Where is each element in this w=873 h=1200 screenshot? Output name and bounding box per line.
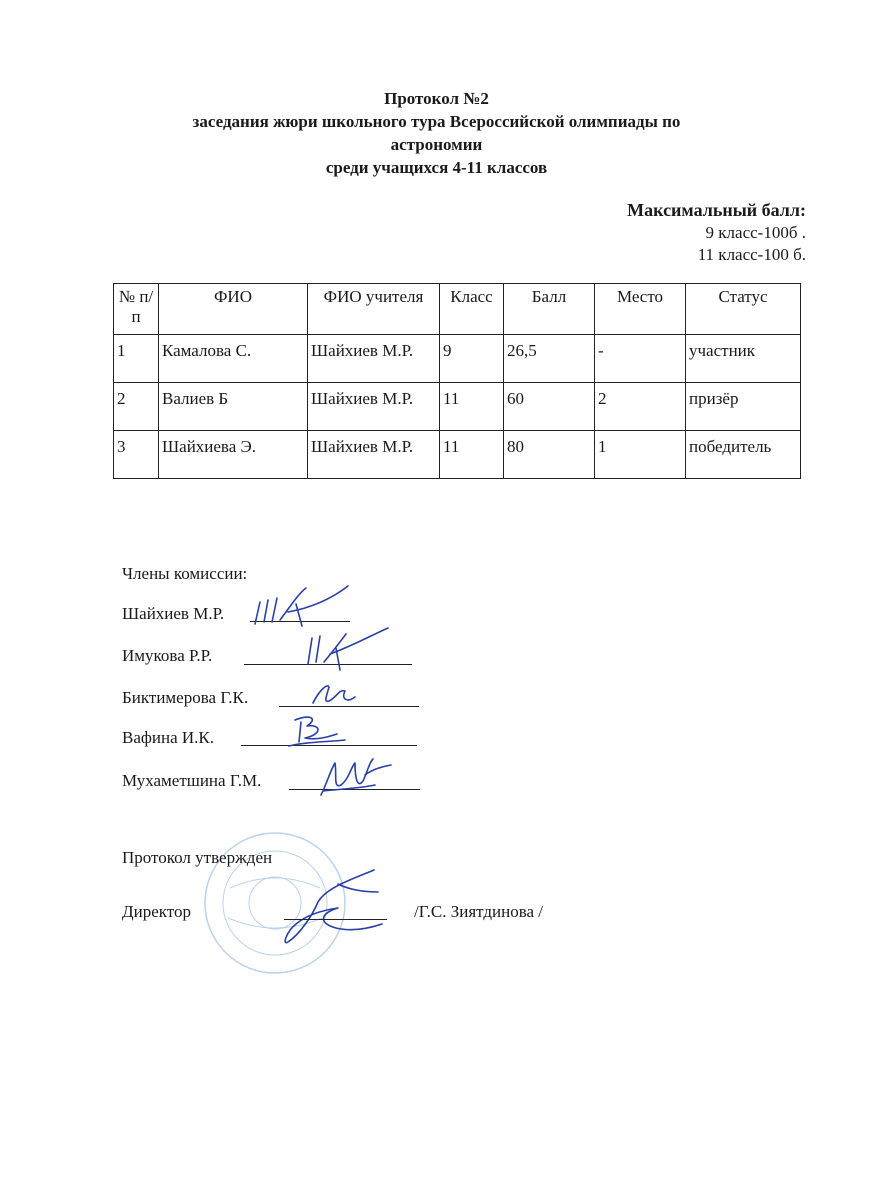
cell-teacher: Шайхиев М.Р. <box>308 335 440 383</box>
cell-place: 1 <box>595 431 686 479</box>
signature-mukhametshina <box>315 755 395 805</box>
cell-grade: 11 <box>440 431 504 479</box>
commission-member-5: Мухаметшина Г.М. <box>122 771 262 790</box>
col-header-number: № п/п <box>114 284 159 335</box>
table-row <box>114 431 801 479</box>
cell-grade: 11 <box>440 383 504 431</box>
cell-grade: 9 <box>440 335 504 383</box>
cell-status: участник <box>686 335 801 383</box>
table-header-row <box>114 284 801 335</box>
cell-status: победитель <box>686 431 801 479</box>
commission-member-3: Биктимерова Г.К. <box>122 688 249 707</box>
cell-score: 26,5 <box>504 335 595 383</box>
approval-label: Протокол утвержден <box>122 848 273 867</box>
protocol-subtitle-line2: астрономии <box>390 135 483 154</box>
max-score-grade9: 9 класс-100б . <box>705 223 806 242</box>
cell-status: призёр <box>686 383 801 431</box>
cell-number: 1 <box>114 335 159 383</box>
col-header-status: Статус <box>686 284 801 335</box>
table-row <box>114 335 801 383</box>
protocol-subtitle-line3: среди учащихся 4-11 классов <box>325 158 548 177</box>
director-signature-line <box>284 919 387 920</box>
director-label: Директор <box>122 902 191 921</box>
cell-teacher: Шайхиев М.Р. <box>308 383 440 431</box>
protocol-title: Протокол №2 <box>384 89 489 108</box>
director-name: /Г.С. Зиятдинова / <box>414 902 544 921</box>
signature-biktimerova <box>305 677 365 713</box>
cell-number: 2 <box>114 383 159 431</box>
cell-score: 60 <box>504 383 595 431</box>
cell-score: 80 <box>504 431 595 479</box>
max-score-label: Максимальный балл: <box>627 200 806 220</box>
commission-member-4: Вафина И.К. <box>122 728 215 747</box>
col-header-teacher: ФИО учителя <box>308 284 440 335</box>
col-header-grade: Класс <box>440 284 504 335</box>
max-score-grade11: 11 класс-100 б. <box>697 245 806 264</box>
col-header-score: Балл <box>504 284 595 335</box>
results-table <box>113 283 801 479</box>
commission-label: Члены комиссии: <box>122 564 248 583</box>
cell-teacher: Шайхиев М.Р. <box>308 431 440 479</box>
cell-place: 2 <box>595 383 686 431</box>
cell-name: Камалова С. <box>159 335 308 383</box>
commission-member-2: Имукова Р.Р. <box>122 646 213 665</box>
cell-place: - <box>595 335 686 383</box>
cell-name: Шайхиева Э. <box>159 431 308 479</box>
signature-imukova <box>300 624 410 674</box>
col-header-place: Место <box>595 284 686 335</box>
signature-vafina <box>285 712 355 752</box>
commission-member-1: Шайхиев М.Р. <box>122 604 225 623</box>
col-header-name: ФИО <box>159 284 308 335</box>
cell-name: Валиев Б <box>159 383 308 431</box>
cell-number: 3 <box>114 431 159 479</box>
protocol-subtitle-line1: заседания жюри школьного тура Всероссийской олимпиады по <box>192 112 681 131</box>
signature-director <box>278 862 393 952</box>
table-row <box>114 383 801 431</box>
